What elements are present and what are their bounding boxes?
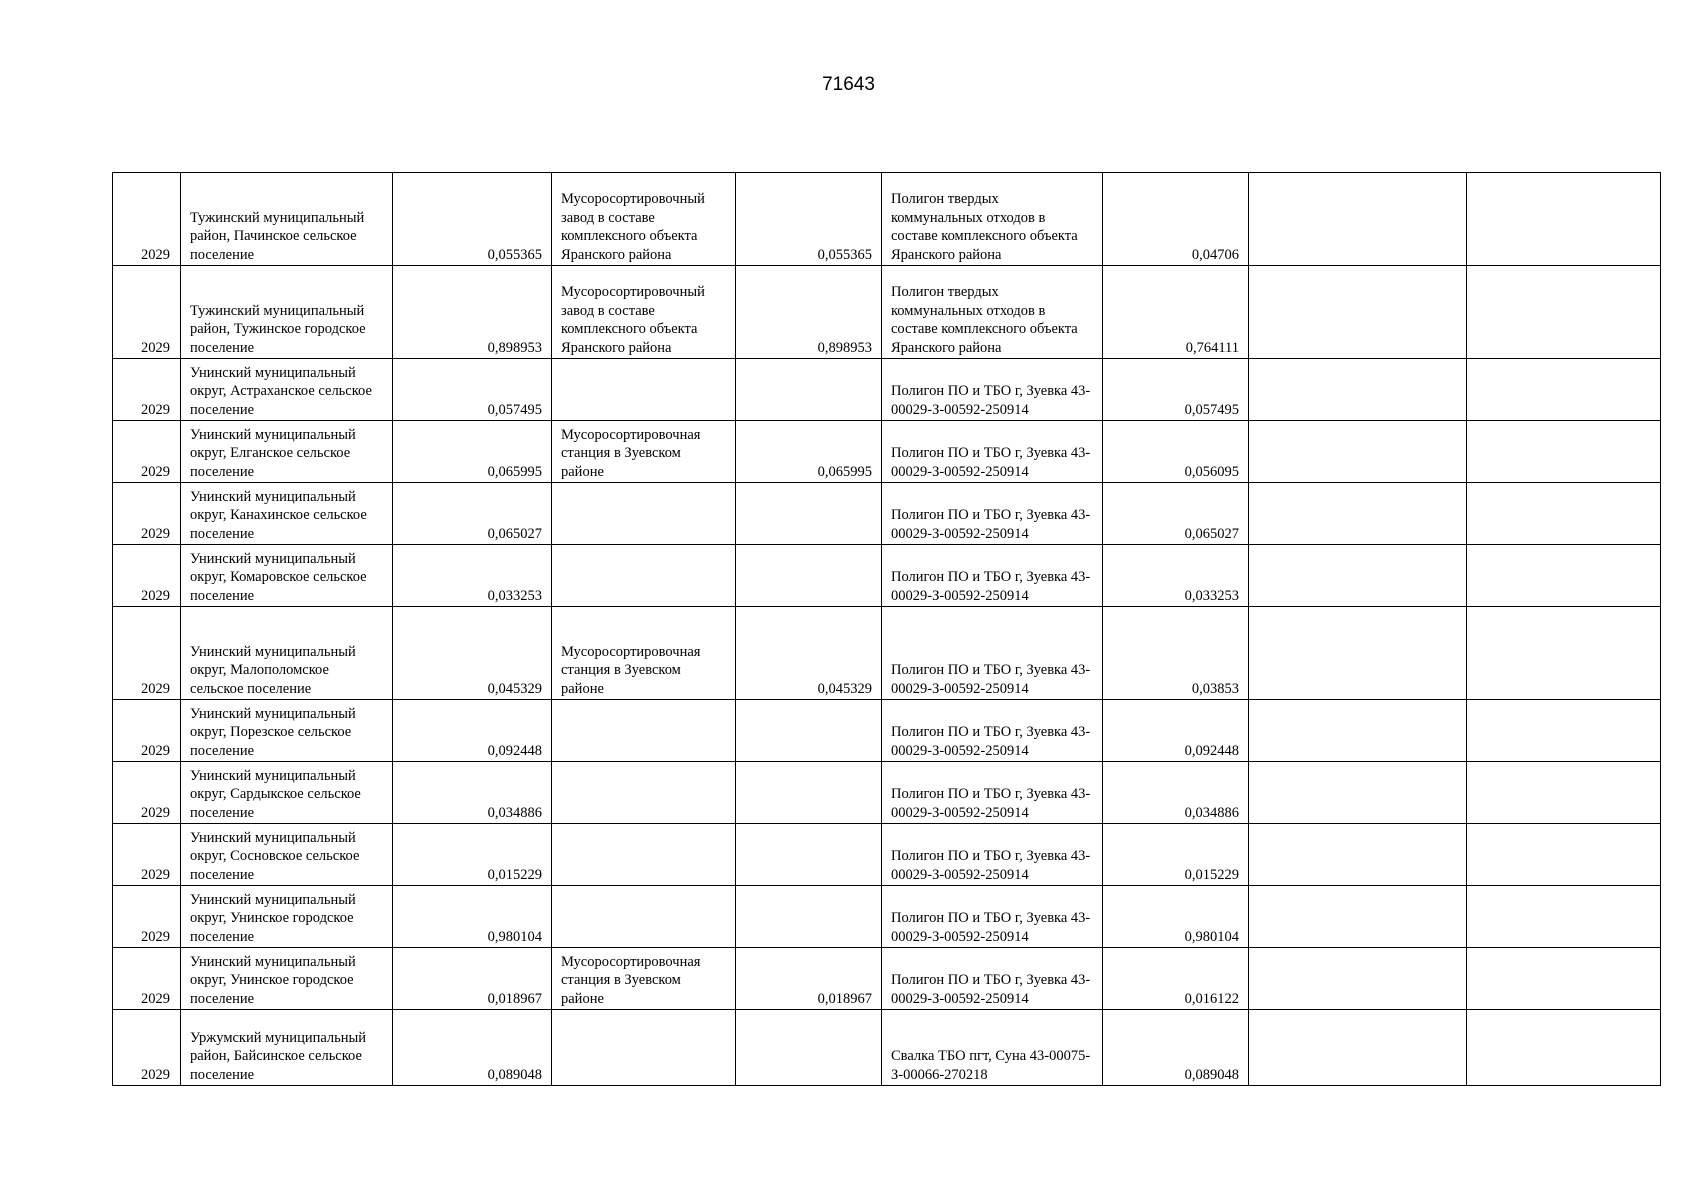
sorting-facility-cell: Мусоросортировочная станция в Зуевском районе <box>552 607 736 700</box>
empty-cell <box>1249 1010 1467 1086</box>
data-table <box>112 172 1661 1086</box>
disposal-volume-cell: 0,033253 <box>1103 545 1249 607</box>
disposal-volume-cell: 0,03853 <box>1103 607 1249 700</box>
table-row <box>113 762 1661 824</box>
municipality-cell: Унинский муниципальный округ, Порезское сельское поселение <box>181 700 393 762</box>
sorting-facility-cell <box>552 700 736 762</box>
volume-cell: 0,045329 <box>393 607 552 700</box>
disposal-volume-cell: 0,089048 <box>1103 1010 1249 1086</box>
empty-cell <box>1467 359 1661 421</box>
volume-cell: 0,018967 <box>393 948 552 1010</box>
empty-cell <box>1467 173 1661 266</box>
empty-cell <box>1467 266 1661 359</box>
disposal-facility-cell: Полигон твердых коммунальных отходов в составе комплексного объекта Яранского района <box>882 266 1103 359</box>
empty-cell <box>1249 359 1467 421</box>
volume-cell: 0,033253 <box>393 545 552 607</box>
year-cell: 2029 <box>113 886 181 948</box>
disposal-volume-cell: 0,04706 <box>1103 173 1249 266</box>
municipality-cell: Унинский муниципальный округ, Астраханское сельское поселение <box>181 359 393 421</box>
table-row <box>113 173 1661 266</box>
empty-cell <box>1249 762 1467 824</box>
table-row <box>113 483 1661 545</box>
year-cell: 2029 <box>113 421 181 483</box>
sorting-volume-cell: 0,055365 <box>736 173 882 266</box>
empty-cell <box>1467 545 1661 607</box>
volume-cell: 0,065995 <box>393 421 552 483</box>
empty-cell <box>1467 700 1661 762</box>
disposal-volume-cell: 0,092448 <box>1103 700 1249 762</box>
sorting-facility-cell: Мусоросортировочная станция в Зуевском районе <box>552 421 736 483</box>
table-row <box>113 886 1661 948</box>
sorting-volume-cell <box>736 762 882 824</box>
empty-cell <box>1249 886 1467 948</box>
municipality-cell: Тужинский муниципальный район, Тужинское городское поселение <box>181 266 393 359</box>
municipality-cell: Унинский муниципальный округ, Комаровское сельское поселение <box>181 545 393 607</box>
empty-cell <box>1467 886 1661 948</box>
disposal-facility-cell: Полигон ПО и ТБО г, Зуевка 43-00029-З-00592-250914 <box>882 700 1103 762</box>
sorting-facility-cell <box>552 762 736 824</box>
sorting-facility-cell <box>552 886 736 948</box>
sorting-volume-cell <box>736 886 882 948</box>
disposal-volume-cell: 0,034886 <box>1103 762 1249 824</box>
volume-cell: 0,898953 <box>393 266 552 359</box>
empty-cell <box>1467 483 1661 545</box>
sorting-volume-cell <box>736 359 882 421</box>
sorting-volume-cell <box>736 545 882 607</box>
volume-cell: 0,057495 <box>393 359 552 421</box>
empty-cell <box>1249 700 1467 762</box>
sorting-volume-cell <box>736 700 882 762</box>
year-cell: 2029 <box>113 173 181 266</box>
empty-cell <box>1467 762 1661 824</box>
municipality-cell: Унинский муниципальный округ, Малополомское сельское поселение <box>181 607 393 700</box>
disposal-volume-cell: 0,057495 <box>1103 359 1249 421</box>
sorting-facility-cell: Мусоросортировочный завод в составе комплексного объекта Яранского района <box>552 266 736 359</box>
empty-cell <box>1249 948 1467 1010</box>
disposal-volume-cell: 0,980104 <box>1103 886 1249 948</box>
volume-cell: 0,015229 <box>393 824 552 886</box>
disposal-volume-cell: 0,016122 <box>1103 948 1249 1010</box>
disposal-facility-cell: Полигон ПО и ТБО г, Зуевка 43-00029-З-00592-250914 <box>882 545 1103 607</box>
sorting-facility-cell <box>552 824 736 886</box>
volume-cell: 0,055365 <box>393 173 552 266</box>
year-cell: 2029 <box>113 266 181 359</box>
disposal-volume-cell: 0,015229 <box>1103 824 1249 886</box>
sorting-volume-cell: 0,045329 <box>736 607 882 700</box>
year-cell: 2029 <box>113 948 181 1010</box>
municipality-cell: Унинский муниципальный округ, Елганское сельское поселение <box>181 421 393 483</box>
table-row <box>113 421 1661 483</box>
volume-cell: 0,980104 <box>393 886 552 948</box>
table-row <box>113 607 1661 700</box>
year-cell: 2029 <box>113 359 181 421</box>
disposal-facility-cell: Полигон ПО и ТБО г, Зуевка 43-00029-З-00592-250914 <box>882 421 1103 483</box>
disposal-facility-cell: Полигон ПО и ТБО г, Зуевка 43-00029-З-00592-250914 <box>882 359 1103 421</box>
disposal-facility-cell: Полигон ПО и ТБО г, Зуевка 43-00029-З-00592-250914 <box>882 483 1103 545</box>
empty-cell <box>1467 1010 1661 1086</box>
year-cell: 2029 <box>113 824 181 886</box>
municipality-cell: Унинский муниципальный округ, Сардыкское сельское поселение <box>181 762 393 824</box>
municipality-cell: Тужинский муниципальный район, Пачинское сельское поселение <box>181 173 393 266</box>
disposal-volume-cell: 0,065027 <box>1103 483 1249 545</box>
sorting-volume-cell: 0,018967 <box>736 948 882 1010</box>
municipality-cell: Уржумский муниципальный район, Байсинское сельское поселение <box>181 1010 393 1086</box>
volume-cell: 0,065027 <box>393 483 552 545</box>
table-row <box>113 545 1661 607</box>
empty-cell <box>1467 948 1661 1010</box>
year-cell: 2029 <box>113 483 181 545</box>
empty-cell <box>1249 824 1467 886</box>
empty-cell <box>1249 483 1467 545</box>
empty-cell <box>1467 421 1661 483</box>
year-cell: 2029 <box>113 700 181 762</box>
disposal-facility-cell: Свалка ТБО пгт, Суна 43-00075-З-00066-270218 <box>882 1010 1103 1086</box>
page-number: 71643 <box>822 74 875 95</box>
disposal-volume-cell: 0,056095 <box>1103 421 1249 483</box>
municipality-cell: Унинский муниципальный округ, Унинское городское поселение <box>181 886 393 948</box>
disposal-facility-cell: Полигон ПО и ТБО г, Зуевка 43-00029-З-00592-250914 <box>882 886 1103 948</box>
disposal-facility-cell: Полигон ПО и ТБО г, Зуевка 43-00029-З-00592-250914 <box>882 762 1103 824</box>
sorting-facility-cell <box>552 1010 736 1086</box>
municipality-cell: Унинский муниципальный округ, Сосновское сельское поселение <box>181 824 393 886</box>
disposal-facility-cell: Полигон ПО и ТБО г, Зуевка 43-00029-З-00592-250914 <box>882 824 1103 886</box>
volume-cell: 0,089048 <box>393 1010 552 1086</box>
table-row <box>113 948 1661 1010</box>
empty-cell <box>1249 266 1467 359</box>
year-cell: 2029 <box>113 762 181 824</box>
year-cell: 2029 <box>113 1010 181 1086</box>
sorting-volume-cell <box>736 483 882 545</box>
empty-cell <box>1467 824 1661 886</box>
sorting-volume-cell: 0,065995 <box>736 421 882 483</box>
disposal-facility-cell: Полигон ПО и ТБО г, Зуевка 43-00029-З-00592-250914 <box>882 948 1103 1010</box>
sorting-facility-cell <box>552 545 736 607</box>
empty-cell <box>1249 173 1467 266</box>
empty-cell <box>1249 421 1467 483</box>
empty-cell <box>1249 607 1467 700</box>
empty-cell <box>1467 607 1661 700</box>
municipality-cell: Унинский муниципальный округ, Унинское городское поселение <box>181 948 393 1010</box>
sorting-facility-cell: Мусоросортировочный завод в составе комплексного объекта Яранского района <box>552 173 736 266</box>
disposal-volume-cell: 0,764111 <box>1103 266 1249 359</box>
sorting-facility-cell: Мусоросортировочная станция в Зуевском районе <box>552 948 736 1010</box>
municipality-cell: Унинский муниципальный округ, Канахинское сельское поселение <box>181 483 393 545</box>
table-body <box>113 173 1661 1086</box>
year-cell: 2029 <box>113 545 181 607</box>
sorting-facility-cell <box>552 359 736 421</box>
volume-cell: 0,092448 <box>393 700 552 762</box>
volume-cell: 0,034886 <box>393 762 552 824</box>
sorting-volume-cell <box>736 824 882 886</box>
disposal-facility-cell: Полигон ПО и ТБО г, Зуевка 43-00029-З-00592-250914 <box>882 607 1103 700</box>
sorting-volume-cell: 0,898953 <box>736 266 882 359</box>
table-row <box>113 266 1661 359</box>
year-cell: 2029 <box>113 607 181 700</box>
sorting-volume-cell <box>736 1010 882 1086</box>
disposal-facility-cell: Полигон твердых коммунальных отходов в составе комплексного объекта Яранского района <box>882 173 1103 266</box>
table-row <box>113 824 1661 886</box>
table-row <box>113 700 1661 762</box>
sorting-facility-cell <box>552 483 736 545</box>
empty-cell <box>1249 545 1467 607</box>
table-row <box>113 1010 1661 1086</box>
table-row <box>113 359 1661 421</box>
